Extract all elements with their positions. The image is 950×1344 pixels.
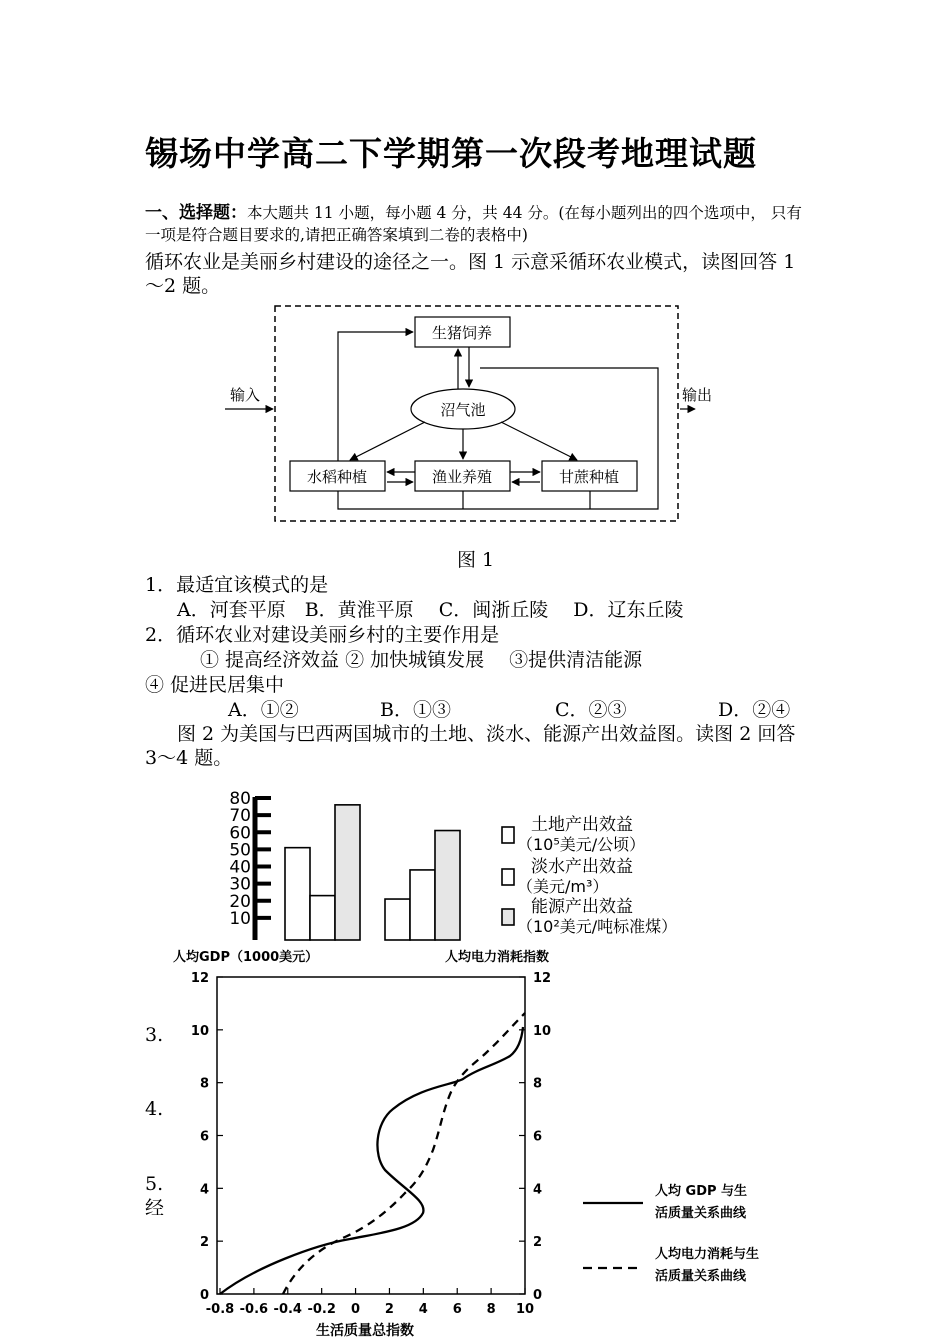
node-fish: 渔业养殖: [431, 468, 493, 486]
q1-options: A．河套平原 B．黄淮平原 C．闽浙丘陵 D．辽东丘陵: [177, 599, 684, 621]
legend-dashed-1: 人均电力消耗与生: [655, 1247, 760, 1262]
right-y-label: 2: [533, 1235, 543, 1251]
y-tick-label: 70: [229, 806, 251, 827]
left-y-label: 0: [199, 1288, 209, 1303]
right-y-label: 4: [533, 1182, 543, 1198]
q2-option-a: A．①②: [228, 699, 299, 721]
x-tick-label: -0.2: [307, 1302, 336, 1317]
section-heading: 一、选择题：: [145, 203, 247, 223]
x-tick-label: 6: [452, 1302, 462, 1317]
node-rice: 水稻种植: [306, 468, 368, 486]
bar-3-group-2: [435, 831, 460, 940]
legend-dashed-2: 活质量关系曲线: [655, 1269, 747, 1284]
right-y-label: 6: [533, 1129, 543, 1145]
y-tick-label: 10: [229, 908, 251, 929]
q2-stem: 2．循环农业对建设美丽乡村的主要作用是: [145, 624, 500, 646]
legend-name: 土地产出效益: [531, 815, 633, 835]
legend-swatch: [502, 869, 514, 885]
figure2-bar-chart: [215, 785, 740, 945]
left-y-label: 12: [190, 971, 209, 986]
legend-unit: （10⁵美元/公顷）: [517, 835, 646, 854]
left-y-label: 10: [190, 1023, 209, 1039]
left-y-label: 8: [199, 1076, 209, 1092]
plot-frame: [217, 977, 525, 1294]
x-tick-label: -0.6: [239, 1302, 269, 1317]
q5-number: 5.: [145, 1173, 164, 1195]
y-tick-label: 20: [229, 891, 251, 912]
bar-2-group-1: [310, 896, 335, 940]
label-output: 输出: [682, 386, 713, 404]
q2-items-a: ① 提高经济效益 ② 加快城镇发展 ③提供清洁能源: [200, 649, 643, 671]
left-y-label: 6: [199, 1129, 209, 1145]
left-y-label: 4: [199, 1182, 209, 1198]
x-tick-label: -0.8: [205, 1302, 235, 1317]
bar-1-group-1: [285, 848, 310, 940]
x-axis-title: 生活质量总指数: [316, 1323, 414, 1339]
x-tick-label: 8: [486, 1302, 496, 1317]
bar-2-group-2: [410, 870, 435, 940]
x-tick-label: -0.4: [273, 1302, 302, 1317]
bar-3-group-1: [335, 805, 360, 940]
intro-fig1: 循环农业是美丽乡村建设的途径之一。图 1 示意采循环农业模式，读图回答 1～2 题。: [145, 251, 796, 297]
section-text: 本大题共 11 小题，每小题 4 分，共 44 分。(在每小题列出的四个选项中， 只有一项是符合题目要求的,请把正确答案填到二卷的表格中): [145, 204, 802, 244]
fig1-caption: 图 1: [457, 549, 495, 571]
figure1-diagram: [220, 300, 713, 530]
legend-name: 能源产出效益: [531, 897, 633, 917]
y-tick-label: 30: [229, 874, 251, 895]
right-y-label: 10: [533, 1023, 552, 1039]
section-instructions: [145, 202, 810, 246]
page-title: 锡场中学高二下学期第一次段考地理试题: [145, 134, 757, 173]
right-y-label: 12: [533, 971, 552, 986]
legend-unit: （美元/m³）: [517, 877, 609, 896]
q2-option-b: B．①③: [380, 699, 451, 721]
left-y-label: 2: [199, 1235, 209, 1251]
q3-number: 3.: [145, 1024, 164, 1046]
legend-unit: （10²美元/吨标准煤）: [517, 917, 678, 936]
right-axis-title: 人均电力消耗指数: [445, 950, 550, 965]
node-pig: 生猪饲养: [431, 324, 493, 342]
figure3-line-chart: [165, 945, 815, 1340]
q2-option-c: C．②③: [555, 699, 627, 721]
q2-option-d: D．②④: [718, 699, 791, 721]
node-biogas: 沼气池: [440, 401, 486, 419]
intro-fig2: 图 2 为美国与巴西两国城市的土地、淡水、能源产出效益图。读图 2 回答 3～4 题。: [145, 723, 796, 769]
q1-stem: 1．最适宜该模式的是: [145, 574, 329, 596]
x-tick-label: 4: [418, 1302, 428, 1317]
legend-name: 淡水产出效益: [531, 857, 633, 877]
y-tick-label: 80: [229, 789, 251, 809]
gdp-quality-curve: [220, 1027, 523, 1294]
q5-fragment: 经: [145, 1197, 165, 1219]
y-tick-label: 60: [229, 823, 251, 844]
right-y-label: 8: [533, 1076, 543, 1092]
legend-solid-2: 活质量关系曲线: [655, 1206, 747, 1221]
legend-swatch: [502, 827, 514, 843]
x-tick-label: 10: [515, 1302, 535, 1317]
q4-number: 4.: [145, 1098, 164, 1120]
legend-swatch: [502, 909, 514, 925]
node-cane: 甘蔗种植: [558, 468, 620, 486]
y-tick-label: 50: [229, 840, 251, 861]
bar-1-group-2: [385, 899, 410, 940]
y-tick-label: 40: [229, 857, 251, 878]
left-axis-title: 人均GDP（1000美元）: [173, 950, 319, 965]
x-tick-label: 0: [351, 1302, 361, 1317]
power-quality-curve: [283, 1013, 525, 1294]
label-input: 输入: [230, 386, 261, 404]
x-tick-label: 2: [384, 1302, 394, 1317]
legend-solid-1: 人均 GDP 与生: [655, 1184, 748, 1199]
right-y-label: 0: [533, 1288, 543, 1303]
q2-items-b: ④ 促进民居集中: [145, 674, 285, 696]
